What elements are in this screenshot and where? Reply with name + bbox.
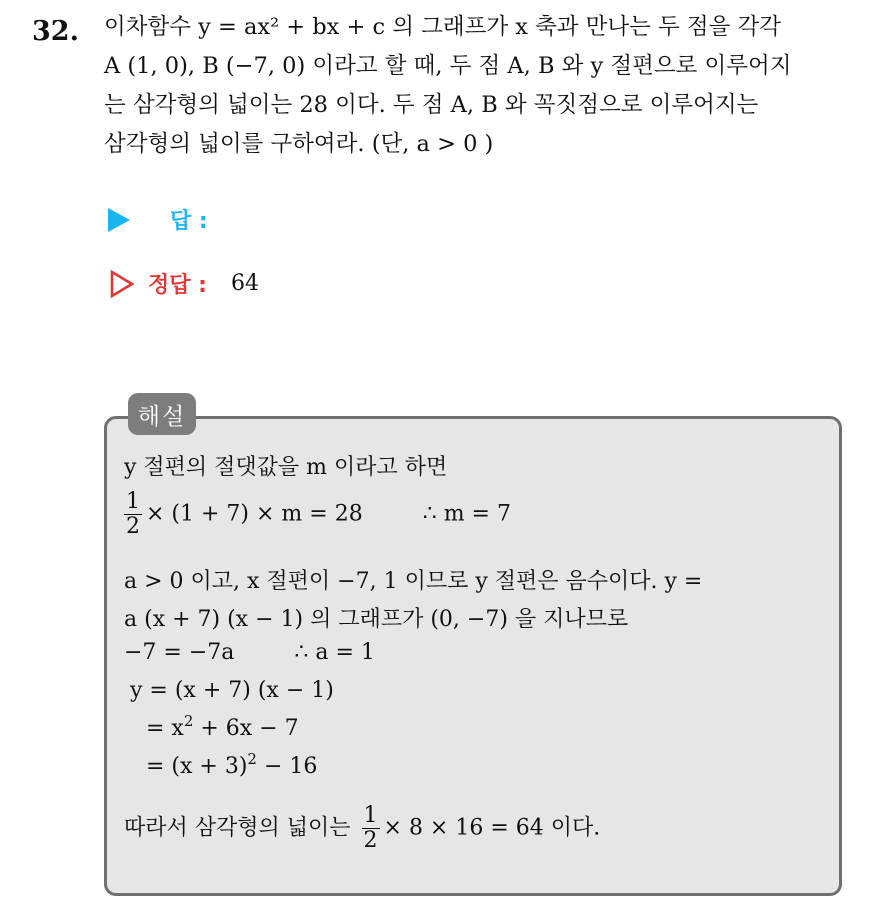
outline-triangle-icon <box>110 270 134 298</box>
fraction-denominator: 2 <box>126 514 140 539</box>
equation-area: × (1 + 7) × m = 28 <box>146 501 363 527</box>
expand-pre: = x <box>146 716 184 741</box>
play-triangle-icon <box>108 208 130 232</box>
solution-row <box>110 268 259 299</box>
equation-a: −7 = −7a <box>124 640 235 665</box>
explanation-badge: 해설 <box>128 393 196 435</box>
problem-line-4: 삼각형의 넓이를 구하여라. (단, a > 0 ) <box>104 131 494 157</box>
explanation-line-3: a > 0 이고, x 절편이 −7, 1 이므로 y 절편은 음수이다. y = <box>124 569 703 594</box>
explanation-line-2 <box>124 490 511 539</box>
explanation-line-6: y = (x + 7) (x − 1) <box>130 678 334 703</box>
expand-post: + 6x − 7 <box>193 716 299 741</box>
fraction-half <box>124 490 142 539</box>
problem-line-1: 이차함수 y = ax² + bx + c 의 그래프가 x 축과 만나는 두 점을 각각 <box>104 14 782 40</box>
explanation-line-5 <box>124 640 375 665</box>
therefore-m: ∴ m = 7 <box>422 501 511 527</box>
problem-text <box>104 8 874 164</box>
explanation-line-4: a (x + 7) (x − 1) 의 그래프가 (0, −7) 을 지나므로 <box>124 607 629 632</box>
fraction-numerator: 1 <box>363 803 378 828</box>
fraction-half <box>362 804 380 853</box>
solution-value: 64 <box>230 271 259 296</box>
therefore-a: ∴ a = 1 <box>294 640 375 665</box>
explanation-line-1: y 절편의 절댓값을 m 이라고 하면 <box>124 455 448 480</box>
answer-label: 답 : <box>170 209 208 234</box>
solution-label: 정답 : <box>148 273 207 298</box>
answer-row <box>108 204 208 235</box>
conclusion-pre: 따라서 삼각형의 넓이는 <box>124 815 351 841</box>
problem-number: 32. <box>32 16 79 47</box>
fraction-numerator: 1 <box>126 489 140 514</box>
complete-square-post: − 16 <box>256 754 318 779</box>
explanation-line-9 <box>124 804 600 853</box>
exponent: 2 <box>247 750 257 768</box>
exponent: 2 <box>183 712 194 730</box>
problem-line-2: A (1, 0), B (−7, 0) 이라고 할 때, 두 점 A, B 와 y 절편으로 이루어지 <box>104 53 792 79</box>
problem-line-3: 는 삼각형의 넓이는 28 이다. 두 점 A, B 와 꼭짓점으로 이루어지는 <box>104 92 759 118</box>
complete-square-pre: = (x + 3) <box>146 754 248 779</box>
conclusion-post: × 8 × 16 = 64 이다. <box>383 815 601 841</box>
fraction-denominator: 2 <box>363 828 378 853</box>
explanation-line-7 <box>146 712 299 741</box>
explanation-line-8 <box>146 750 318 779</box>
